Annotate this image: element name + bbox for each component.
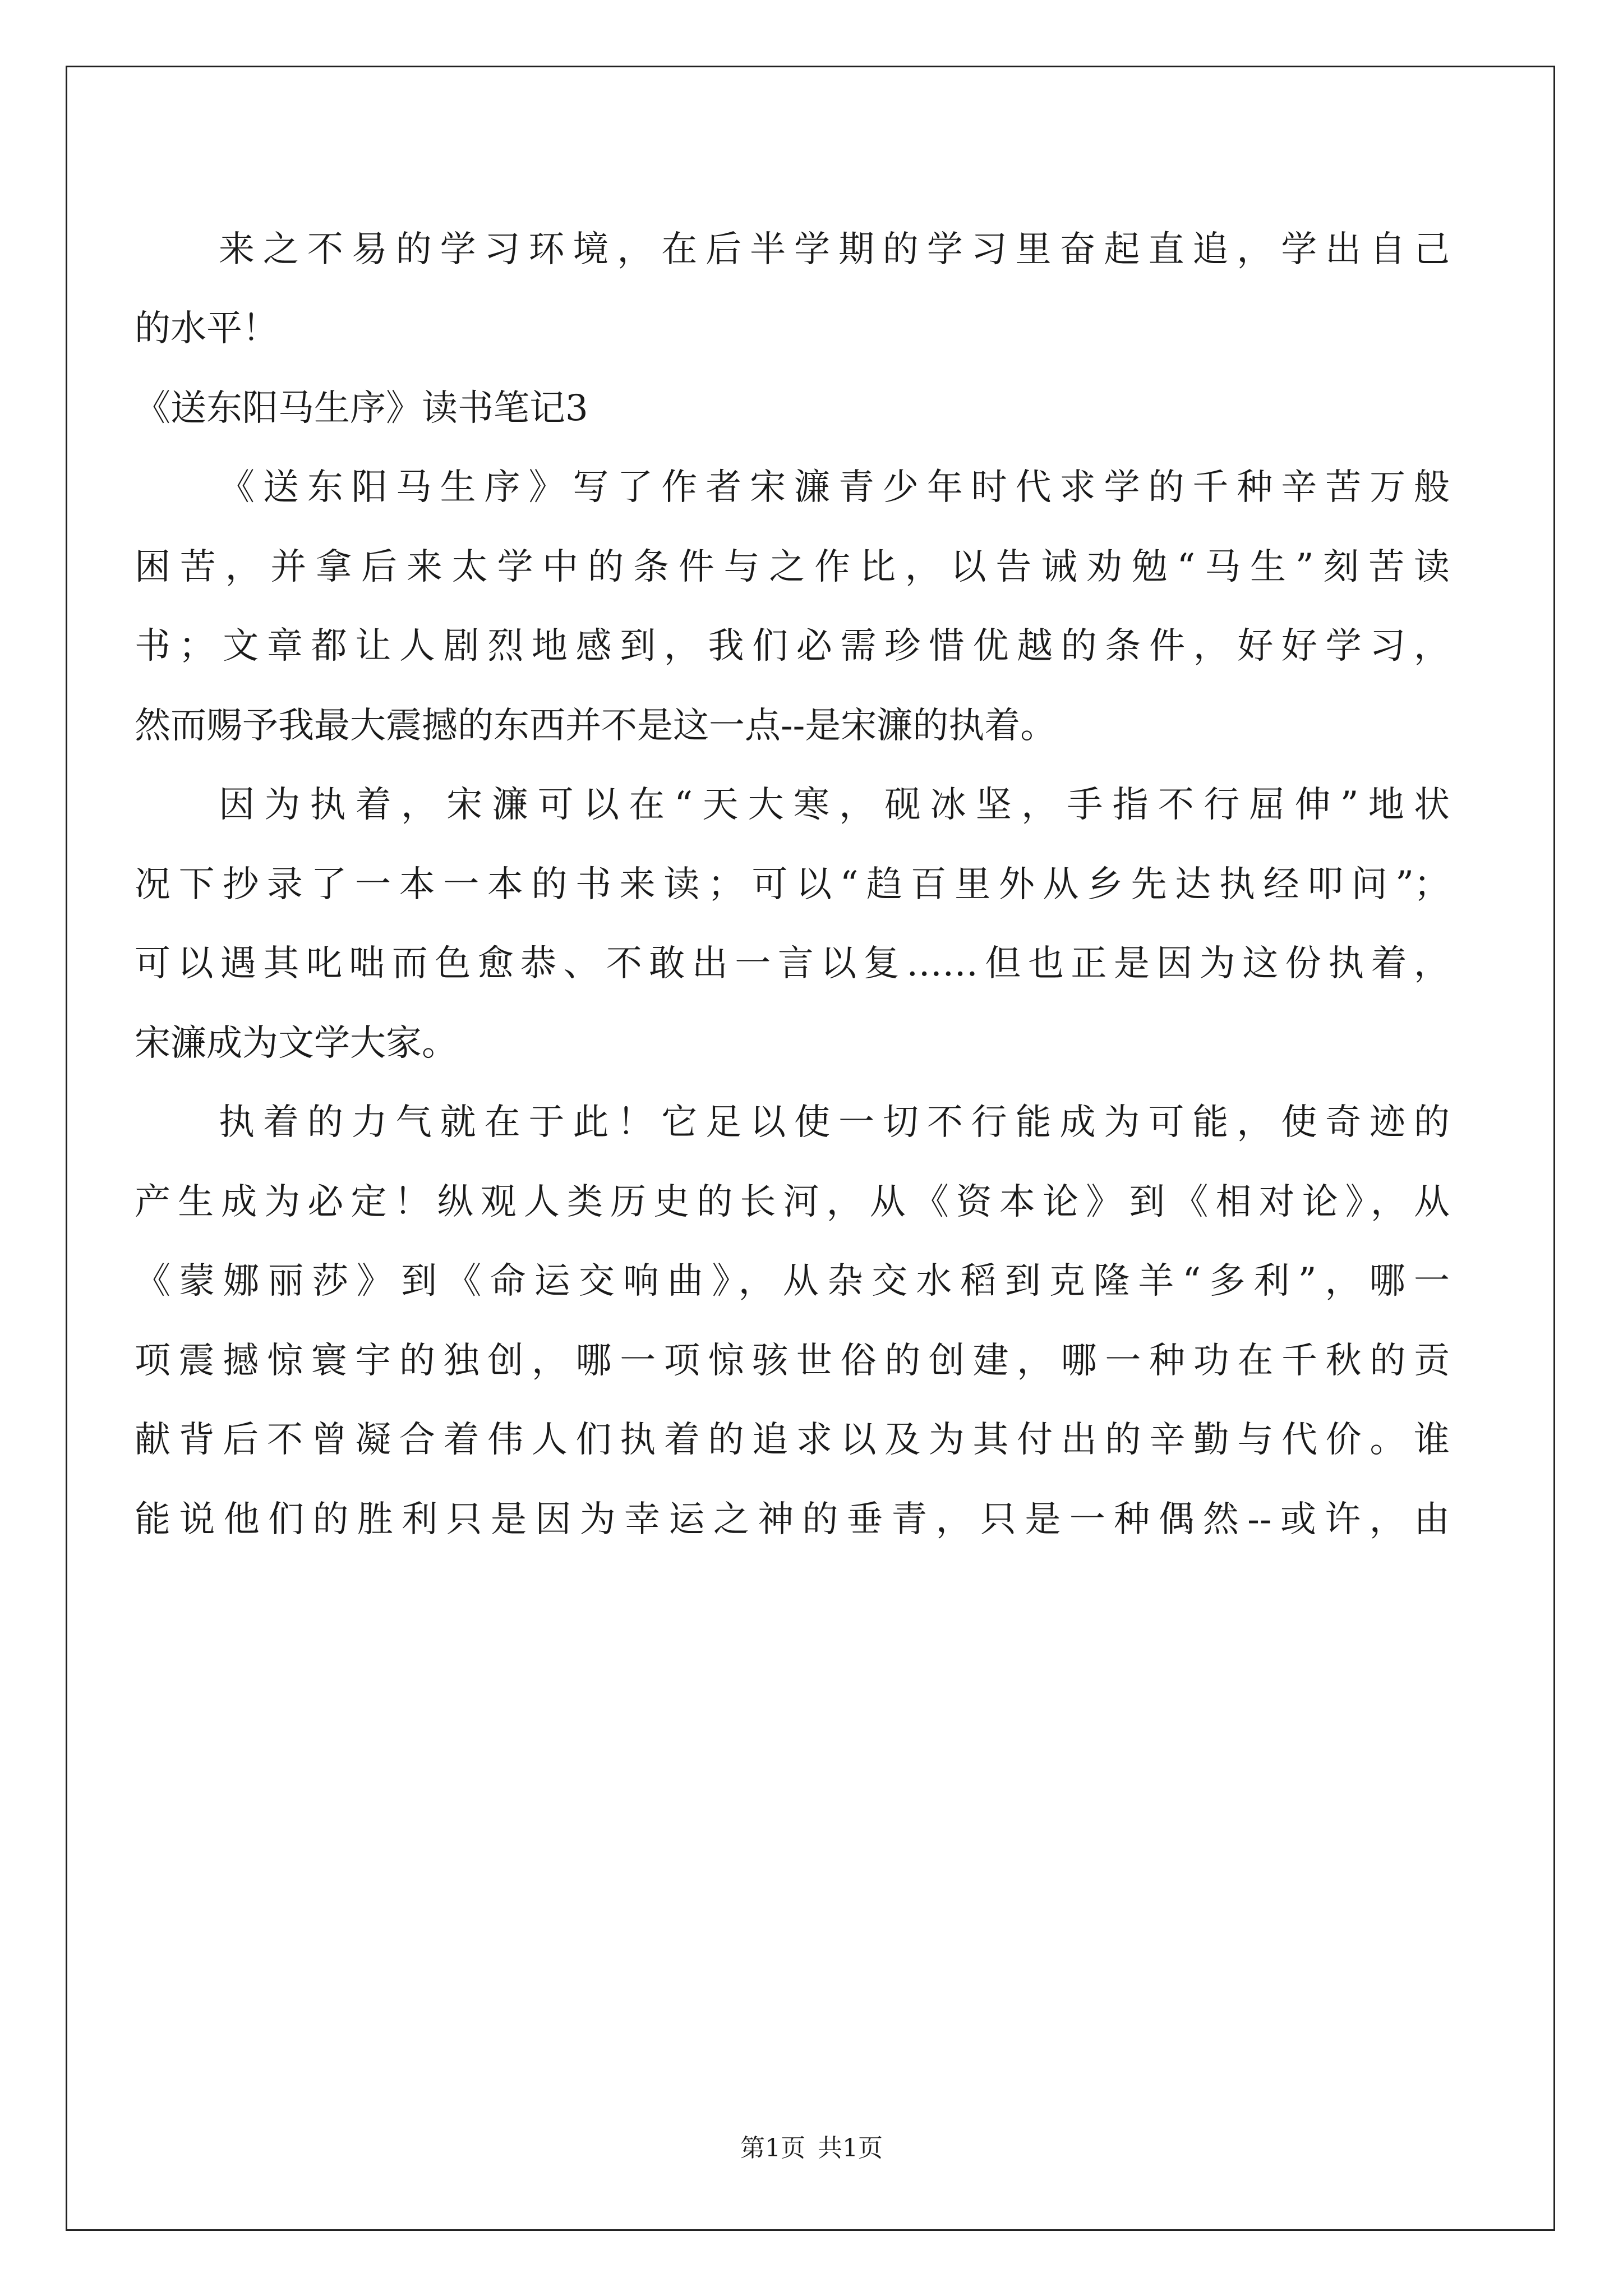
text-line: 的水平！ (135, 308, 278, 349)
text-line: 执着的力气就在于此！它足以使一切不行能成为可能，使奇迹的 (219, 1102, 1450, 1143)
text-line: 能说他们的胜利只是因为幸运之神的垂青，只是一种偶然--或许，由 (135, 1499, 1450, 1540)
page-footer (0, 2132, 1623, 2165)
text-line: 宋濂成为文学大家。 (135, 1023, 458, 1064)
page-number: 第1页 (740, 2134, 805, 2162)
page-total: 共1页 (818, 2134, 883, 2162)
text-line: 因为执着，宋濂可以在“天大寒，砚冰坚，手指不行屈伸”地状 (219, 784, 1450, 826)
section-heading: 《送东阳马生序》读书笔记3 (135, 388, 588, 429)
text-line: 书；文章都让人剧烈地感到，我们必需珍惜优越的条件，好好学习， (135, 625, 1450, 667)
text-line: 况下抄录了一本一本的书来读；可以“趋百里外从乡先达执经叩问”； (135, 864, 1450, 905)
text-line: 献背后不曾凝合着伟人们执着的追求以及为其付出的辛勤与代价。谁 (135, 1419, 1450, 1461)
text-line: 《送东阳马生序》写了作者宋濂青少年时代求学的千种辛苦万般 (219, 467, 1450, 508)
text-line: 然而赐予我最大震撼的东西并不是这一点--是宋濂的执着。 (135, 705, 1057, 747)
text-line: 可以遇其叱咄而色愈恭、不敢出一言以复……但也正是因为这份执着， (135, 943, 1450, 984)
text-line: 项震撼惊寰宇的独创，哪一项惊骇世俗的创建，哪一种功在千秋的贡 (135, 1340, 1450, 1382)
text-line: 《蒙娜丽莎》到《命运交响曲》，从杂交水稻到克隆羊“多利”，哪一 (135, 1260, 1450, 1302)
text-line: 困苦，并拿后来太学中的条件与之作比，以告诫劝勉“马生”刻苦读 (135, 546, 1450, 588)
text-line: 产生成为必定！纵观人类历史的长河，从《资本论》到《相对论》，从 (135, 1181, 1450, 1223)
text-line: 来之不易的学习环境，在后半学期的学习里奋起直追，学出自己 (219, 229, 1450, 270)
